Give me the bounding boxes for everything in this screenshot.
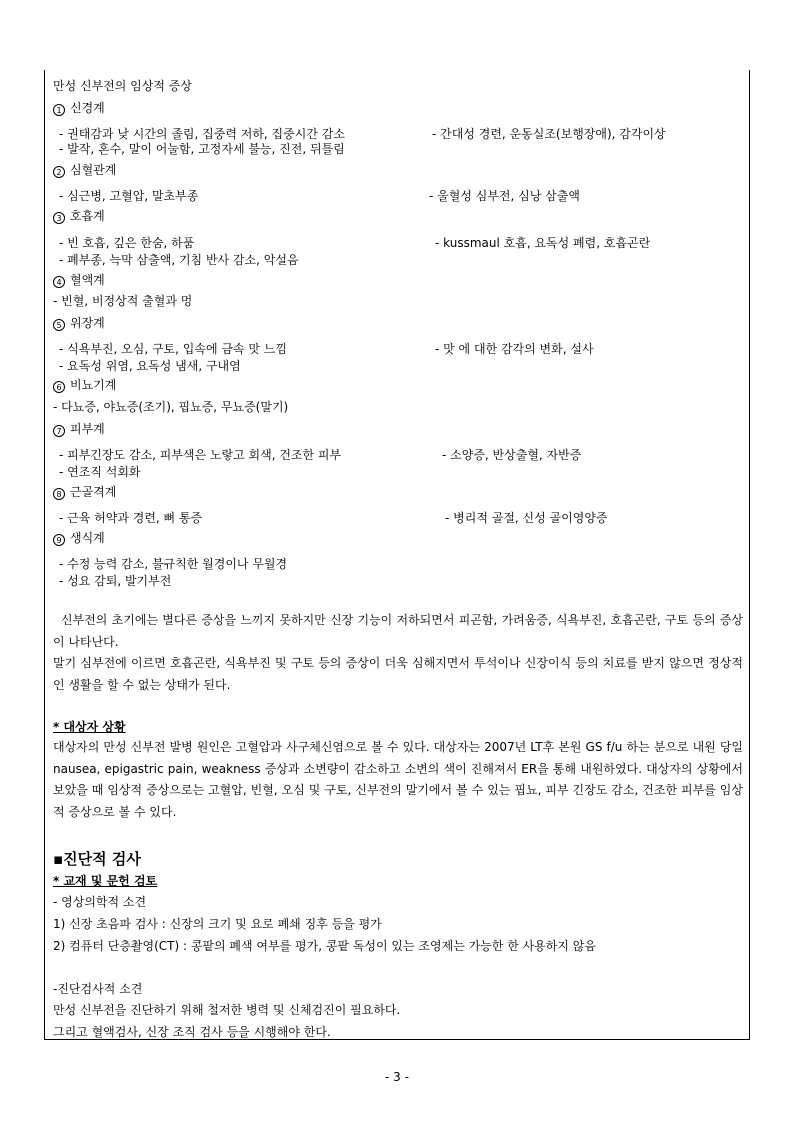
group-heading xyxy=(53,273,105,288)
group-name: 신경계 xyxy=(70,101,105,115)
diagnostic-heading: ▪진단적 검사 xyxy=(53,850,141,868)
symptom-line: - 피부긴장도 감소, 피부색은 노랗고 회색, 건조한 피부 xyxy=(59,448,342,462)
symptom-line: - 발작, 혼수, 말이 어눌함, 고정자세 불능, 진전, 뒤틀림 xyxy=(59,142,345,156)
circled-number: 2 xyxy=(53,166,65,178)
symptom-right: - 소양증, 반상출혈, 자반증 xyxy=(442,448,582,462)
group-heading xyxy=(53,163,116,178)
imaging-title: - 영상의학적 소견 xyxy=(53,895,147,909)
lab-title: -진단검사적 소견 xyxy=(53,982,143,996)
symptom-line: - 빈혈, 비정상적 출혈과 멍 xyxy=(53,294,193,308)
group-heading xyxy=(53,485,116,500)
group-heading xyxy=(53,531,105,546)
group-heading xyxy=(53,422,105,437)
group-heading xyxy=(53,101,105,116)
symptom-line: - 근육 허약과 경련, 뼈 통증 xyxy=(59,511,203,525)
symptom-line: - 식욕부진, 오심, 구토, 입속에 금속 맛 느낌 xyxy=(59,342,287,356)
symptom-line: - 연조직 석회화 xyxy=(59,465,141,479)
circled-number: 1 xyxy=(53,104,65,116)
symptom-line: - 성요 감퇴, 발기부전 xyxy=(59,574,172,588)
group-name: 비뇨기계 xyxy=(70,378,117,392)
patient-heading: * 대상자 상황 xyxy=(53,720,126,734)
symptom-right: - 맛 에 대한 감각의 변화, 설사 xyxy=(435,342,594,356)
circled-number: 4 xyxy=(53,276,65,288)
group-heading xyxy=(53,378,116,393)
symptom-line: - 권태감과 낮 시간의 졸림, 집중력 저하, 집중시간 감소 xyxy=(59,127,345,141)
imaging-item-1: 1) 신장 초음파 검사 : 신장의 크기 및 요로 폐쇄 징후 등을 평가 xyxy=(53,917,382,931)
symptom-line: - 폐부종, 늑막 삼출액, 기침 반사 감소, 악설음 xyxy=(59,253,299,267)
circled-number: 8 xyxy=(53,488,65,500)
group-name: 생식계 xyxy=(70,531,105,545)
symptoms-title: 만성 신부전의 임상적 증상 xyxy=(53,79,192,93)
symptoms-paragraph-2: 말기 심부전에 이르면 호흡곤란, 식욕부진 및 구토 등의 증상이 더욱 심해지면서 투석이나 신장이식 등의 치료를 받지 않으면 정상적인 생활을 할 수 없는 상태가 된다. xyxy=(53,656,743,692)
group-name: 근골격계 xyxy=(70,485,117,499)
lab-line-1: 만성 신부전을 진단하기 위해 철저한 병력 및 신체검진이 필요하다. xyxy=(53,1003,401,1017)
group-name: 피부계 xyxy=(70,422,105,436)
group-name: 혈액계 xyxy=(70,273,105,287)
symptom-line: - 요독성 위염, 요독성 냄새, 구내염 xyxy=(59,359,241,373)
symptom-right: - kussmaul 호흡, 요독성 폐렴, 호흡곤란 xyxy=(435,236,651,250)
circled-number: 9 xyxy=(53,534,65,546)
symptom-line: - 심근병, 고혈압, 말초부종 xyxy=(59,189,199,203)
content-frame xyxy=(44,70,750,1040)
imaging-item-2: 2) 컴퓨터 단층촬영(CT) : 콩팥의 폐색 여부를 평가, 콩팥 독성이 있는 조영제는 가능한 한 사용하지 않음 xyxy=(53,939,596,953)
symptom-right: - 울혈성 심부전, 심낭 삼출액 xyxy=(429,189,580,203)
symptoms-paragraph-1: 신부전의 초기에는 별다른 증상을 느끼지 못하지만 신장 기능이 저하되면서 피곤함, 가려움증, 식욕부진, 호흡곤란, 구토 등의 증상이 나타난다. xyxy=(53,613,743,649)
circled-number: 3 xyxy=(53,212,65,224)
group-name: 위장계 xyxy=(70,316,105,330)
symptom-line: - 수정 능력 감소, 불규칙한 월경이나 무월경 xyxy=(59,557,288,571)
group-name: 호흡계 xyxy=(70,209,105,223)
circled-number: 6 xyxy=(53,381,65,393)
lab-line-2: 그리고 혈액검사, 신장 조직 검사 등을 시행해야 한다. xyxy=(53,1025,331,1039)
literature-subheading: * 교재 및 문헌 검토 xyxy=(53,874,158,888)
symptom-line: - 빈 호흡, 깊은 한숨, 하품 xyxy=(59,236,195,250)
patient-text: 대상자의 만성 신부전 발병 원인은 고혈압과 사구체신염으로 볼 수 있다. 대상자는 2007년 LT후 본원 GS f/u 하는 분으로 내원 당일 nausea, epigastric pain, weakness 증상과 소변량이 감소하고 소변의 색이 진해져서 ER을 통해 내원하였다. 대상자의 상황에서 보았을 때 임상적 증상으로는 고혈압, 빈혈, 오심 및 구토, 신부전의 말기에서 볼 수 있는 핍뇨, 피부 긴장도 감소, 건조한 피부를 임상적 증상으로 볼 수 있다. xyxy=(53,740,743,819)
group-name: 심혈관계 xyxy=(70,163,117,177)
circled-number: 5 xyxy=(53,319,65,331)
group-heading xyxy=(53,316,105,331)
page-number: - 3 - xyxy=(385,1070,409,1084)
circled-number: 7 xyxy=(53,425,65,437)
symptom-line: - 다뇨증, 야뇨증(조기), 핍뇨증, 무뇨증(말기) xyxy=(53,400,289,414)
symptom-right: - 간대성 경련, 운동실조(보행장애), 감각이상 xyxy=(432,127,666,141)
group-heading xyxy=(53,209,105,224)
symptom-right: - 병리적 골절, 신성 골이영양증 xyxy=(445,511,608,525)
